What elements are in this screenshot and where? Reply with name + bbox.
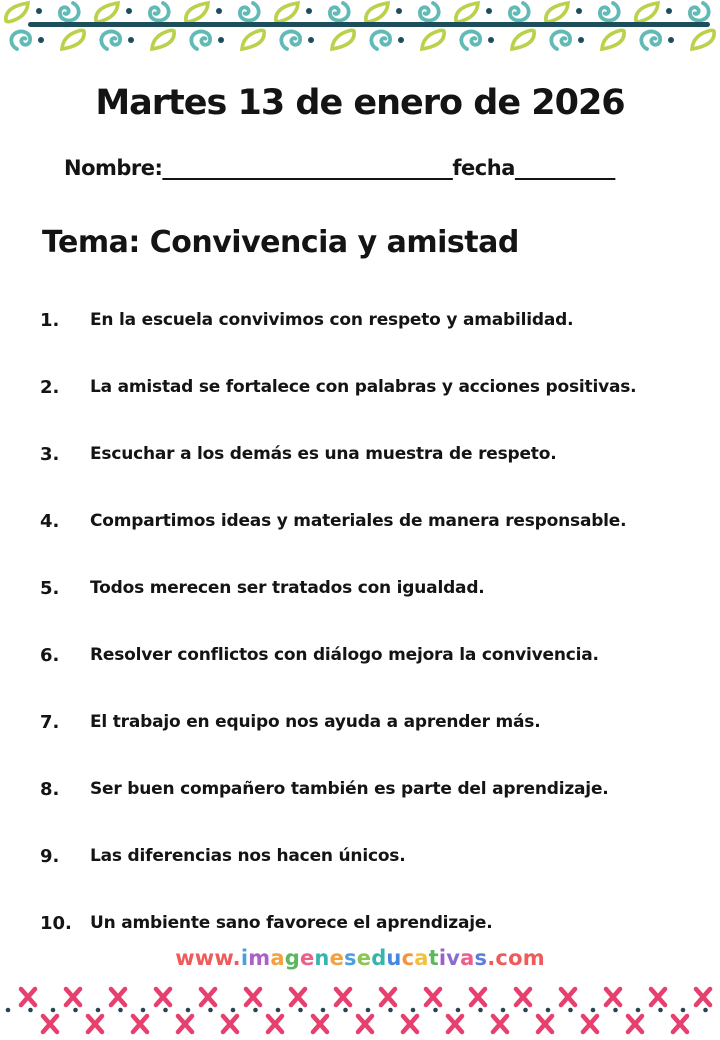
sentence-list [0,310,720,980]
list-item-number: 2. [40,377,60,399]
list-item [0,846,720,913]
name-date-line [64,154,720,183]
list-item-text: Escuchar a los demás es una muestra de respeto. [90,444,557,465]
list-item [0,712,720,779]
website-url: www.imageneseducativas.com [175,946,545,970]
list-item-text: Compartimos ideas y materiales de manera responsable. [90,511,627,532]
list-item-text: Las diferencias nos hacen únicos. [90,846,406,867]
list-item-number: 7. [40,712,60,734]
list-item-number: 1. [40,310,60,332]
list-item-number: 10. [40,913,72,935]
date-blank-line: __________ [514,156,615,180]
name-blank-line: _____________________________ [162,156,453,180]
list-item-text: En la escuela convivimos con respeto y amabilidad. [90,310,574,331]
list-item-number: 5. [40,578,60,600]
page-title: Martes 13 de enero de 2026 [95,83,625,123]
list-item [0,377,720,444]
list-item [0,578,720,645]
date-label: fecha [452,156,515,180]
list-item-number: 4. [40,511,60,533]
list-item [0,645,720,712]
list-item-text: El trabajo en equipo nos ayuda a aprender más. [90,712,541,733]
list-item-text: La amistad se fortalece con palabras y acciones positivas. [90,377,637,398]
list-item-text: Ser buen compañero también es parte del aprendizaje. [90,779,609,800]
bottom-border-decoration [0,984,720,1040]
topic-heading: Tema: Convivencia y amistad [42,225,519,261]
list-item [0,511,720,578]
list-item-number: 9. [40,846,60,868]
list-item-text: Resolver conflictos con diálogo mejora la convivencia. [90,645,599,666]
list-item-text: Todos merecen ser tratados con igualdad. [90,578,485,599]
list-item [0,444,720,511]
top-border-decoration [0,0,720,52]
name-label: Nombre: [64,156,163,180]
list-item-number: 6. [40,645,60,667]
list-item [0,779,720,846]
list-item-number: 3. [40,444,60,466]
list-item-number: 8. [40,779,60,801]
list-item [0,310,720,377]
list-item-text: Un ambiente sano favorece el aprendizaje. [90,913,493,934]
